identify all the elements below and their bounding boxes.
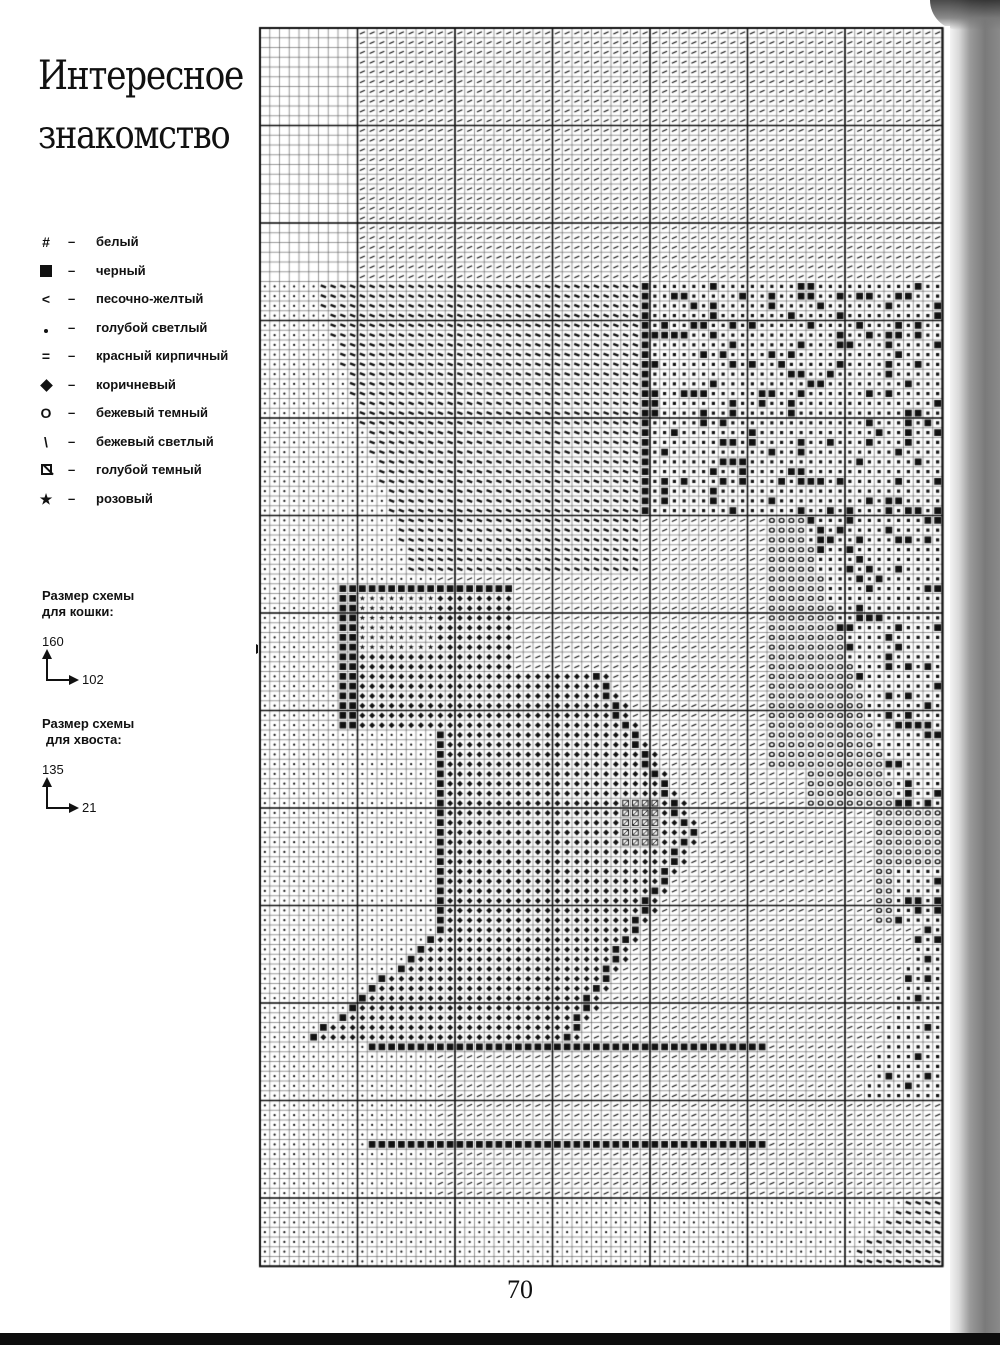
legend-dash: – (68, 348, 76, 363)
legend-dash: – (68, 234, 76, 249)
up-arrow-icon (46, 657, 48, 681)
legend-label: черный (96, 262, 146, 278)
legend-label: голубой темный (96, 462, 202, 477)
legend-item-brick-red (38, 347, 258, 376)
legend-item-light-beige (38, 433, 258, 462)
circle-o-symbol-icon: O (40, 405, 52, 421)
book-spine-shadow (950, 0, 1000, 1335)
up-arrow-icon (46, 785, 48, 809)
tail-height-value: 135 (42, 762, 64, 777)
cat-width-value: 102 (82, 672, 104, 687)
legend-dash: – (68, 262, 76, 278)
size-title-line-2: для кошки: (42, 604, 114, 619)
legend-label: белый (96, 234, 139, 249)
scan-bottom-edge (0, 1333, 1000, 1345)
legend-item-brown (38, 376, 258, 405)
legend-label: красный кирпичный (96, 348, 229, 363)
cat-pattern-size (42, 588, 242, 689)
legend-label: бежевый светлый (96, 433, 214, 449)
tail-size-title (42, 716, 242, 748)
legend-item-light-blue (38, 319, 258, 348)
equals-symbol-icon: = (41, 348, 51, 364)
diamond-symbol-icon (38, 376, 54, 394)
legend-item-dark-blue (38, 461, 258, 490)
cross-stitch-chart-grid (258, 26, 950, 1268)
hash-symbol-icon: # (42, 234, 50, 250)
legend-dash: – (68, 319, 76, 335)
legend-dash: – (68, 433, 76, 449)
size-title-line-2: для хвоста: (46, 732, 122, 747)
symbol-legend (38, 233, 258, 518)
legend-item-white (38, 233, 258, 262)
legend-label: голубой светлый (96, 319, 208, 335)
dot-symbol-icon (38, 319, 54, 337)
legend-item-dark-beige (38, 404, 258, 433)
black-square-symbol-icon (38, 262, 54, 281)
legend-item-sand-yellow (38, 290, 258, 319)
box-slash-symbol-icon (38, 461, 54, 479)
page-number: 70 (507, 1275, 533, 1304)
cat-size-title (42, 588, 242, 620)
tail-pattern-size (42, 716, 242, 817)
title-line-1: Интересное (38, 53, 244, 99)
tail-width-value: 21 (82, 800, 97, 815)
legend-dash: – (68, 462, 76, 477)
pattern-title (38, 53, 244, 158)
legend-item-pink (38, 490, 258, 519)
title-line-2: знакомство (38, 113, 230, 158)
legend-item-black (38, 262, 258, 291)
backslash-symbol-icon: \ (44, 433, 48, 450)
star-symbol-icon: ★ (39, 490, 53, 507)
legend-dash: – (68, 291, 76, 306)
size-title-line-1: Размер схемы (42, 716, 135, 731)
legend-label: песочно-желтый (96, 291, 204, 306)
legend-dash: – (68, 376, 76, 392)
dimension-arrows-icon (42, 651, 242, 689)
legend-label: бежевый темный (96, 405, 209, 420)
cat-height-value: 160 (42, 634, 64, 649)
size-title-line-1: Размер схемы (42, 588, 135, 603)
less-than-symbol-icon: < (41, 291, 51, 307)
right-arrow-icon (46, 807, 70, 809)
legend-dash: – (68, 490, 76, 506)
legend-label: розовый (96, 490, 153, 506)
legend-dash: – (68, 405, 76, 420)
legend-label: коричневый (96, 376, 176, 392)
right-arrow-icon (46, 679, 70, 681)
dimension-arrows-icon (42, 779, 242, 817)
